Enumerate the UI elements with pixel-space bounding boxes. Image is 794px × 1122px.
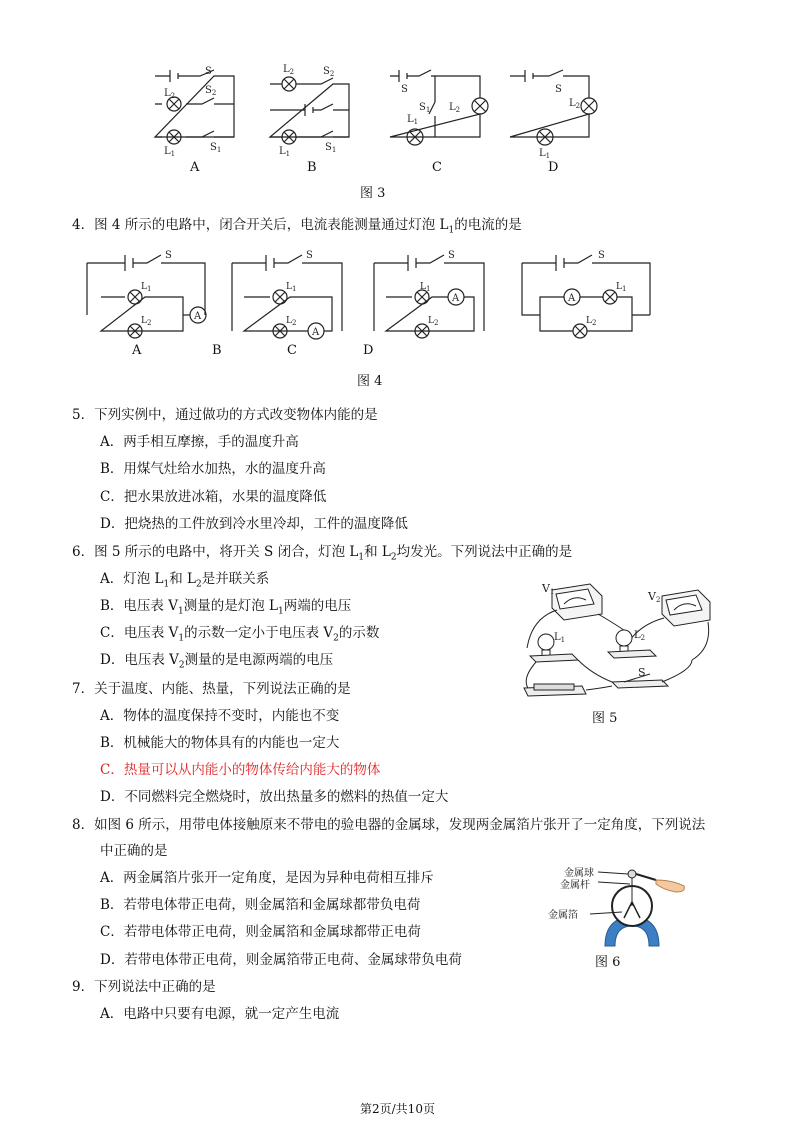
svg-text:L1: $L_1$	[616, 282, 627, 293]
q6-opt-a-sub2: 2	[196, 579, 202, 590]
svg-text:L1: $L_1$	[420, 282, 431, 293]
q7-option-d[interactable]: D．不同燃料完全燃烧时，放出热量多的燃料的热值一定大	[100, 789, 449, 805]
q6-stem-sub1: 1	[358, 552, 365, 563]
fig4-label-a: A	[132, 343, 142, 358]
svg-text:S: S	[598, 250, 605, 261]
svg-text:S1: $S_1$	[325, 142, 337, 154]
fig4-label-d: D	[363, 343, 374, 358]
figure-3-circuits	[140, 62, 620, 202]
q6-opt-c-part3: 的示数	[338, 625, 380, 641]
svg-text:S: S	[205, 66, 212, 77]
bulb-l2-icon	[616, 630, 632, 652]
q6-opt-d-sub: 2	[178, 660, 185, 671]
q5-option-b[interactable]: B．用煤气灶给水加热，水的温度升高	[100, 461, 326, 477]
voltmeter-v1-icon	[552, 584, 602, 620]
q6-stem-c: 均发光。下列说法中正确的是	[396, 544, 573, 560]
fig3-circuit-d	[510, 70, 597, 160]
q7-option-b[interactable]: B．机械能大的物体具有的内能也一定大	[100, 735, 340, 751]
q4-text-after: 的电流的是	[454, 217, 522, 233]
q8-option-a[interactable]: A．两金属箔片张开一定角度，是因为异种电荷相互排斥	[100, 870, 434, 886]
q4-text-before: 图 4 所示的电路中，闭合开关后，电流表能测量通过灯泡 L	[94, 217, 449, 233]
q6-option-d[interactable]	[100, 651, 333, 675]
q6-option-b[interactable]	[100, 597, 351, 621]
q6-opt-a-part1: A．灯泡 L	[100, 571, 164, 587]
fig4-circuit-d	[374, 250, 484, 338]
svg-text:S1: $S_1$	[419, 102, 431, 114]
svg-text:V2: V2	[648, 590, 661, 604]
fig3-caption: 图 3	[360, 186, 386, 201]
q6-opt-c-sub2: 2	[333, 633, 339, 644]
q7-stem: 7．关于温度、内能、热量，下列说法正确的是	[72, 681, 351, 697]
svg-text:A: A	[194, 311, 202, 322]
fig4-circuit-4	[522, 250, 650, 338]
svg-text:L1: $L_1$	[554, 632, 566, 644]
q4-number: 4．	[72, 217, 95, 233]
q5-option-d[interactable]: D．把烧热的工件放到冷水里冷却，工件的温度降低	[100, 516, 408, 532]
q6-stem-a: 6．图 5 所示的电路中，将开关 S 闭合，灯泡 L	[72, 544, 359, 560]
q4-sub: 1	[448, 225, 455, 236]
q6-opt-a-part3: 是并联关系	[201, 571, 270, 587]
voltmeter-v2-icon	[662, 590, 710, 626]
q6-stem-sub2: 2	[390, 552, 397, 563]
q9-stem: 9．下列说法中正确的是	[72, 979, 216, 995]
svg-text:S2: $S_2$	[323, 66, 335, 78]
fig3-circuit-b	[270, 64, 349, 158]
q8-option-b[interactable]: B．若带电体带正电荷，则金属箔和金属球都带负电荷	[100, 897, 421, 913]
fig6-label-foil: 金属箔	[548, 910, 578, 921]
svg-text:A: A	[568, 293, 576, 304]
svg-text:S: S	[165, 250, 172, 261]
fig3-label-c: C	[432, 160, 442, 175]
fig4-caption: 图 4	[357, 374, 383, 389]
q8-stem-line1: 8．如图 6 所示，用带电体接触原来不带电的验电器的金属球，发现两金属箔片张开了一定角度，下列说法	[72, 817, 706, 833]
figure-3	[140, 62, 620, 202]
svg-text:S: S	[638, 666, 646, 679]
svg-text:L1: $L_1$	[164, 146, 176, 158]
svg-text:L1: $L_1$	[141, 282, 152, 293]
svg-text:L1: $L_1$	[407, 114, 419, 126]
q6-opt-c-part1: C．电压表 V	[100, 625, 179, 641]
svg-text:S: S	[401, 84, 408, 95]
fig6-caption: 图 6	[595, 955, 621, 970]
svg-text:L2: $L_2$	[428, 316, 439, 327]
fig5-caption: 图 5	[592, 711, 618, 726]
svg-text:L1: $L_1$	[286, 282, 297, 293]
q6-opt-a-part2: 和 L	[169, 571, 197, 587]
svg-text:S1: $S_1$	[210, 142, 222, 154]
q5-option-c[interactable]: C．把水果放进冰箱，水果的温度降低	[100, 489, 327, 505]
q8-stem-line2: 中正确的是	[100, 843, 168, 859]
q6-stem	[72, 543, 572, 567]
q9-option-a[interactable]: A．电路中只要有电源，就一定产生电流	[100, 1006, 340, 1022]
q8-option-c[interactable]: C．若带电体带正电荷，则金属箔和金属球都带正电荷	[100, 924, 421, 940]
q6-opt-b-part3: 两端的电压	[283, 598, 352, 614]
svg-text:S: S	[555, 84, 562, 95]
fig3-label-b: B	[307, 160, 317, 175]
svg-text:L2: $L_2$	[283, 64, 295, 76]
svg-text:A: A	[312, 327, 320, 338]
figure-5-apparatus	[512, 578, 712, 708]
q7-option-a[interactable]: A．物体的温度保持不变时，内能也不变	[100, 708, 340, 724]
figure-4-circuits	[80, 245, 660, 345]
svg-text:S2: $S_2$	[205, 85, 217, 97]
svg-text:A: A	[452, 293, 460, 304]
q6-opt-a-sub1: 1	[163, 579, 170, 590]
bulb-l1-icon	[538, 634, 554, 656]
q6-opt-c-part2: 的示数一定小于电压表 V	[184, 625, 334, 641]
q7-option-c[interactable]: C．热量可以从内能小的物体传给内能大的物体	[100, 762, 381, 778]
q6-opt-d-part1: D．电压表 V	[100, 652, 179, 668]
q8-option-d[interactable]: D．若带电体带正电荷，则金属箔带正电荷、金属球带负电荷	[100, 952, 462, 968]
q4-stem	[72, 216, 522, 240]
fig4-label-b: B	[212, 343, 222, 358]
svg-text:L2: $L_2$	[286, 316, 297, 327]
fig4-label-c: C	[287, 343, 297, 358]
svg-text:L1: $L_1$	[539, 148, 551, 160]
q6-opt-b-sub1: 1	[177, 606, 184, 617]
figure-5	[512, 578, 712, 708]
fig4-circuit-c	[232, 250, 342, 339]
fig3-circuit-c	[390, 70, 488, 145]
q6-stem-b: 和 L	[364, 544, 391, 560]
svg-text:L2: $L_2$	[569, 98, 581, 110]
q6-option-c[interactable]	[100, 624, 379, 648]
fig3-label-d: D	[548, 160, 559, 175]
svg-text:L2: $L_2$	[586, 316, 597, 327]
q5-option-a[interactable]: A．两手相互摩擦，手的温度升高	[100, 434, 299, 450]
q6-opt-b-part2: 测量的是灯泡 L	[183, 598, 278, 614]
fig3-label-a: A	[190, 160, 200, 175]
q6-opt-b-part1: B．电压表 V	[100, 598, 178, 614]
q6-option-a[interactable]	[100, 570, 269, 594]
q6-opt-c-sub1: 1	[178, 633, 185, 644]
svg-text:L2: $L_2$	[164, 88, 176, 100]
svg-text:L2: $L_2$	[449, 102, 461, 114]
svg-text:L2: $L_2$	[634, 630, 646, 642]
q6-opt-d-part2: 测量的是电源两端的电压	[184, 652, 334, 668]
figure-4	[80, 245, 660, 345]
fig3-circuit-a	[155, 66, 234, 158]
fig6-label-rod: 金属杆	[560, 880, 590, 891]
q6-opt-b-sub2: 1	[277, 606, 284, 617]
svg-text:L2: $L_2$	[141, 316, 152, 327]
svg-text:V1: V1	[542, 582, 555, 596]
page-footer: 第2页/共10页	[360, 1102, 435, 1116]
q5-stem: 5．下列实例中，通过做功的方式改变物体内能的是	[72, 407, 378, 423]
fig6-label-ball: 金属球	[564, 868, 594, 879]
svg-text:L1: $L_1$	[279, 146, 291, 158]
svg-text:S: S	[306, 250, 313, 261]
svg-text:S: S	[448, 250, 455, 261]
fig4-circuit-a	[87, 250, 206, 338]
